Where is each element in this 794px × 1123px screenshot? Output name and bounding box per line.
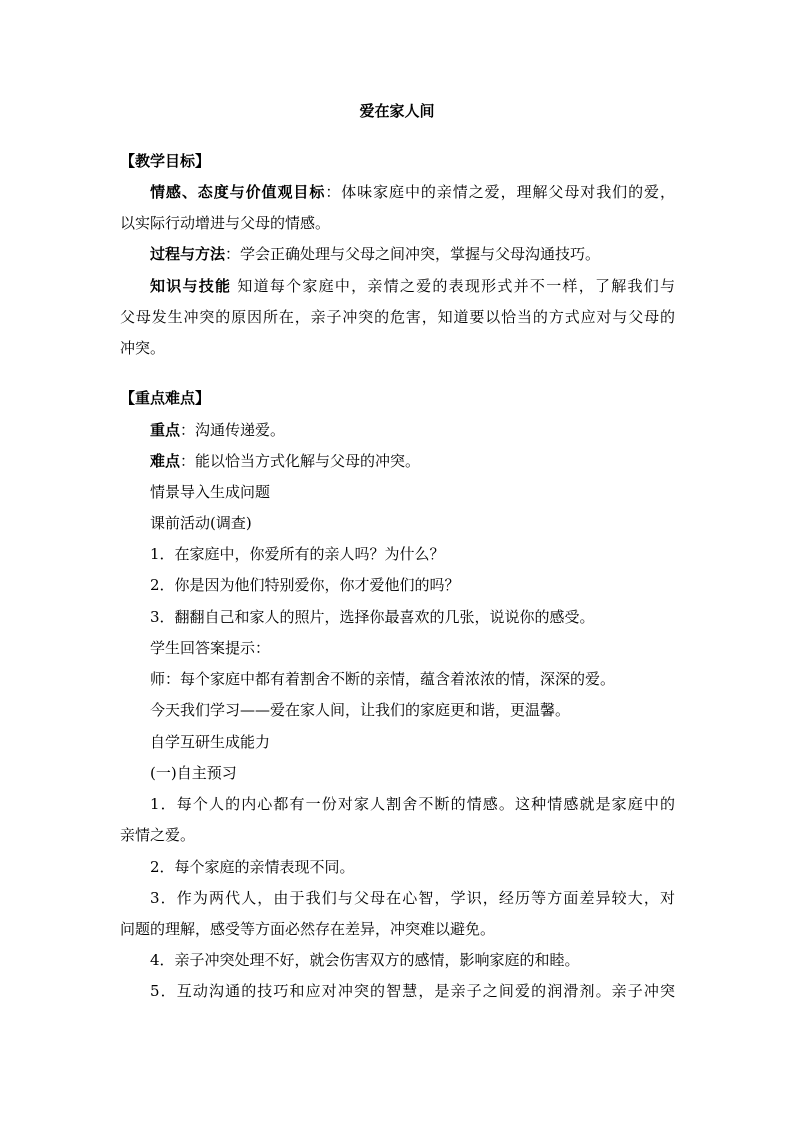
objective-emotion-line2: 以实际行动增进与父母的情感。: [120, 214, 331, 232]
objective-emotion-label: 情感、态度与价值观目标: [150, 183, 326, 201]
section-heading-key-points: 【重点难点】: [120, 389, 211, 407]
body-line: 课前活动(调查): [150, 514, 252, 532]
objective-knowledge-line3: 冲突。: [120, 339, 166, 357]
section-heading-objectives: 【教学目标】: [120, 152, 211, 170]
body-line: 1．在家庭中，你爱所有的亲人吗？为什么？: [150, 545, 445, 563]
body-line: 亲情之爱。: [120, 826, 196, 844]
difficult-point: [150, 451, 675, 471]
body-line: 2．每个家庭的亲情表现不同。: [150, 858, 355, 876]
page-title: 爱在家人间: [359, 102, 435, 120]
objective-process-text: 学会正确处理与父母之间冲突，掌握与父母沟通技巧。: [240, 245, 601, 263]
objective-knowledge-line2: 父母发生冲突的原因所在，亲子冲突的危害，知道要以恰当的方式应对与父母的: [120, 308, 675, 326]
objective-knowledge-label: 知识与技能: [150, 277, 232, 295]
body-line: 问题的理解，感受等方面必然存在差异，冲突难以避免。: [120, 920, 496, 938]
objective-emotion-line1: [150, 182, 675, 202]
difficult-point-label: 难点: [150, 452, 181, 470]
objective-process-label: 过程与方法: [150, 245, 226, 263]
body-line: 5．互动沟通的技巧和应对冲突的智慧，是亲子之间爱的润滑剂。亲子冲突: [150, 982, 675, 1000]
objective-emotion-separator: ：: [325, 183, 342, 201]
body-line: 师：每个家庭中都有着割舍不断的亲情，蕴含着浓浓的情，深深的爱。: [150, 670, 616, 688]
key-point: [150, 420, 675, 440]
objective-emotion-text: 体味家庭中的亲情之爱，理解父母对我们的爱，: [341, 183, 675, 201]
body-line: (一)自主预习: [150, 764, 237, 782]
body-line: 自学互研生成能力: [150, 733, 271, 751]
key-point-text: 沟通传递爱。: [195, 421, 286, 439]
difficult-point-text: 能以恰当方式化解与父母的冲突。: [195, 452, 421, 470]
body-line: 2．你是因为他们特别爱你，你才爱他们的吗？: [150, 576, 460, 594]
body-line: 3．作为两代人，由于我们与父母在心智，学识，经历等方面差异较大，对: [150, 889, 675, 907]
body-line: 情景导入生成问题: [150, 483, 271, 501]
objective-knowledge-line1: [150, 276, 675, 296]
body-line: 今天我们学习——爱在家人间，让我们的家庭更和谐，更温馨。: [150, 701, 571, 719]
key-point-label: 重点: [150, 421, 181, 439]
body-line: 学生回答案提示：: [150, 639, 271, 657]
objective-knowledge-text: 知道每个家庭中，亲情之爱的表现形式并不一样，了解我们与: [231, 277, 675, 295]
objective-process-separator: ：: [225, 245, 241, 263]
key-point-separator: ：: [180, 421, 196, 439]
body-line: 4．亲子冲突处理不好，就会伤害双方的感情，影响家庭的和睦。: [150, 951, 580, 969]
body-line: 3．翻翻自己和家人的照片，选择你最喜欢的几张，说说你的感受。: [150, 608, 595, 626]
body-line: 1．每个人的内心都有一份对家人割舍不断的情感。这种情感就是家庭中的: [150, 795, 675, 813]
objective-process: [150, 244, 675, 264]
difficult-point-separator: ：: [180, 452, 196, 470]
